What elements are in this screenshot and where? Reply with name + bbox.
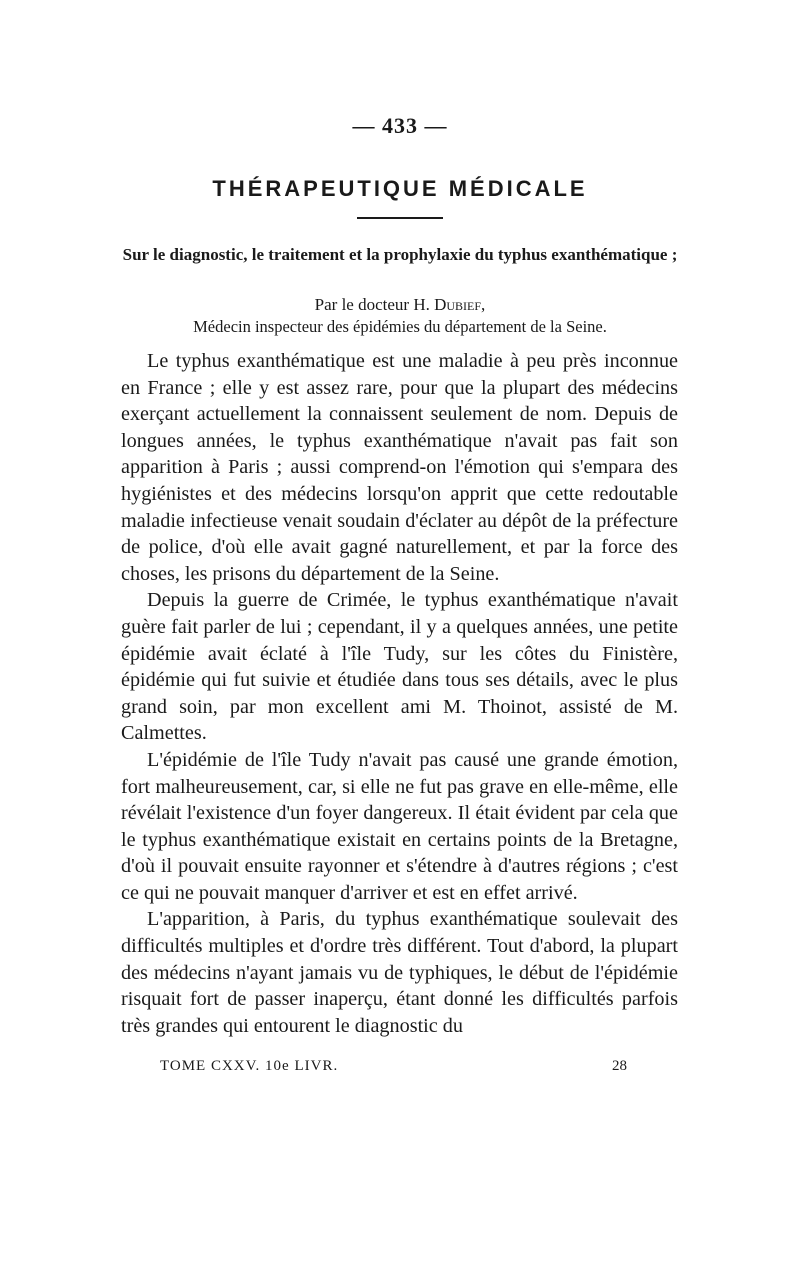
section-title: THÉRAPEUTIQUE MÉDICALE	[212, 176, 588, 201]
article-author	[100, 294, 700, 315]
signature-number: 28	[612, 1058, 627, 1074]
author-affiliation: Médecin inspecteur des épidémies du département de la Seine.	[193, 317, 607, 336]
article-title: Sur le diagnostic, le traitement et la prophylaxie du typhus exanthématique ;	[122, 245, 678, 264]
paragraph: Depuis la guerre de Crimée, le typhus exanthématique n'avait guère fait parler de lui ; cependant, il y a quelques années, une petite épidémie avait éclaté à l'île Tudy, sur les côtes du Finistère, épidémie qui fut suivie et étudiée dans tous ses détails, avec le plus grand soin, par mon excellent ami M. Thoinot, assisté de M. Calmettes.	[121, 589, 678, 745]
page-number: — 433 —	[352, 113, 448, 138]
author-name: Dubief,	[434, 295, 486, 314]
paragraph: L'apparition, à Paris, du typhus exanthématique soulevait des difficultés multiples et d'ordre très différent. Tout d'abord, la plupart des médecins n'ayant jamais vu de typhiques, le début de l'épidémie risquait fort de passer inaperçu, étant donné les difficultés parfois très grandes qui entourent le diagnostic du	[121, 908, 678, 1037]
volume-signature: TOME CXXV. 10e LIVR.	[160, 1058, 339, 1074]
paragraph: Le typhus exanthématique est une maladie à peu près inconnue en France ; elle y est assez rare, pour que la plupart des médecins exerçant actuellement la connaissent seulement de nom. Depuis de longues années, le typhus exanthématique n'avait pas fait son apparition à Paris ; aussi comprend-on l'émotion qui s'empara des hygiénistes et des médecins lorsqu'on apprit que cette redoutable maladie infectieuse venait soudain d'éclater au dépôt de la préfecture de police, d'où elle avait gagné naturellement, et par la force des choses, les prisons du département de la Seine.	[121, 350, 678, 585]
title-divider	[357, 217, 443, 219]
paragraph: L'épidémie de l'île Tudy n'avait pas causé une grande émotion, fort malheureusement, car, si elle ne fut pas grave en elle-même, elle révélait l'existence d'un foyer dangereux. Il était évident par cela que le typhus exanthématique existait en certains points de la Bretagne, d'où il pouvait ensuite rayonner et s'étendre à d'autres régions ; c'est ce qui ne pouvait manquer d'arriver et est en effet arrivé.	[121, 748, 678, 904]
article-body	[121, 348, 678, 1039]
author-prefix: Par le docteur H.	[314, 295, 435, 314]
